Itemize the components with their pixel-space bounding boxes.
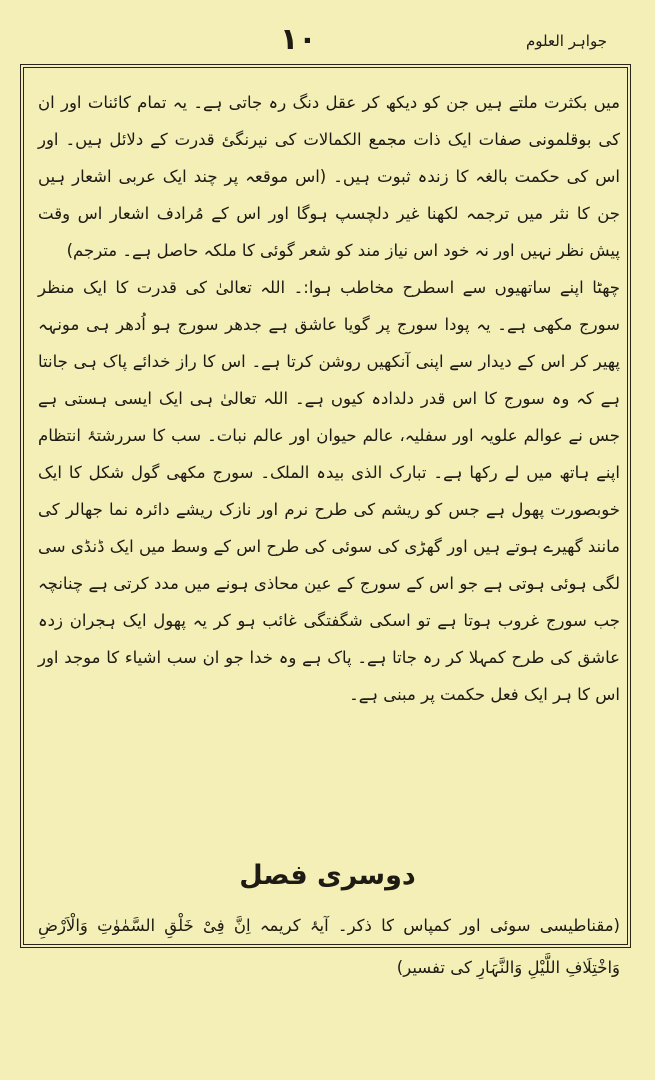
section-subtitle: (مقناطیسی سوئی اور کمپاس کا ذکر۔ آیۂ کریمہ اِنَّ فِیْ خَلْقِ السَّمٰوٰتِ وَالْاَرْضِ وَاخْتِلَافِ اللَّیْلِ وَالنَّہَارِ کی تفسیر) <box>38 916 620 977</box>
paragraph-2: چھٹا اپنے ساتھیوں سے اسطرح مخاطب ہوا:۔ اللہ تعالیٰ کی قدرت کا ایک منظر سورج مکھی ہے۔ یہ پودا سورج پر گویا عاشق ہے جدھر سورج ہو اُدھر ہی مونہہ پھیر کر اس کے دیدار سے اپنی آنکھیں روشن کرتا ہے۔ اس کا راز خدائے پاک ہی جانتا ہے کہ وہ سورج کا اس قدر دلدادہ کیوں ہے۔ اللہ تعالیٰ ہی ایک ایسی ہستی ہے جس نے عوالم علویہ اور سفلیہ، عالم حیوان اور عالم نبات۔ سب کا سررشتۂ انتظام اپنے ہاتھ میں لے رکھا ہے۔ تبارک الذی بیدہ الملک۔ سورج مکھی گول شکل کا ایک خوبصورت پھول ہے جس کو ریشم کی طرح نرم اور نازک ریشے دائرہ نما جھالر کی مانند گھیرے ہوتے ہیں اور گھڑی کی سوئی کی طرح اس کے وسط میں ایک ڈنڈی سی لگی ہوئی ہوتی ہے جو اس کے سورج کے عین محاذی ہونے میں مدد کرتی ہے چنانچہ جب سورج غروب ہوتا ہے تو اسکی شگفتگی غائب ہو کر یہ پھول ایک ہجران زدہ عاشق کی طرح کمہلا کر رہ جاتا ہے۔ پاک ہے وہ خدا جو ان سب اشیاء کا موجد اور اس کا ہر ایک فعل حکمت پر مبنی ہے۔ <box>38 278 620 704</box>
running-head-book-title: جواہر العلوم <box>526 32 607 50</box>
section-heading: دوسری فصل <box>239 860 416 891</box>
page-header <box>0 22 655 58</box>
paragraph-1: میں بکثرت ملتے ہیں جن کو دیکھ کر عقل دنگ رہ جاتی ہے۔ یہ تمام کائنات اور ان کی بوقلمونی صفات ایک ذات مجمع الکمالات کی نیرنگئ قدرت کے دلائل ہیں۔ اور اس کی حکمت بالغہ کا زندہ ثبوت ہیں۔ (اس موقعہ پر چند ایک عربی اشعار ہیں جن کا نثر میں ترجمہ لکھنا غیر دلچسپ ہوگا اور اس کے مُرادف اشعار اس وقت پیش نظر نہیں اور نہ خود اس نیاز مند کو شعر گوئی کا ملکہ حاصل ہے۔ مترجم) <box>38 93 620 260</box>
page-number: ١٠ <box>280 22 317 57</box>
body-text <box>38 84 620 713</box>
